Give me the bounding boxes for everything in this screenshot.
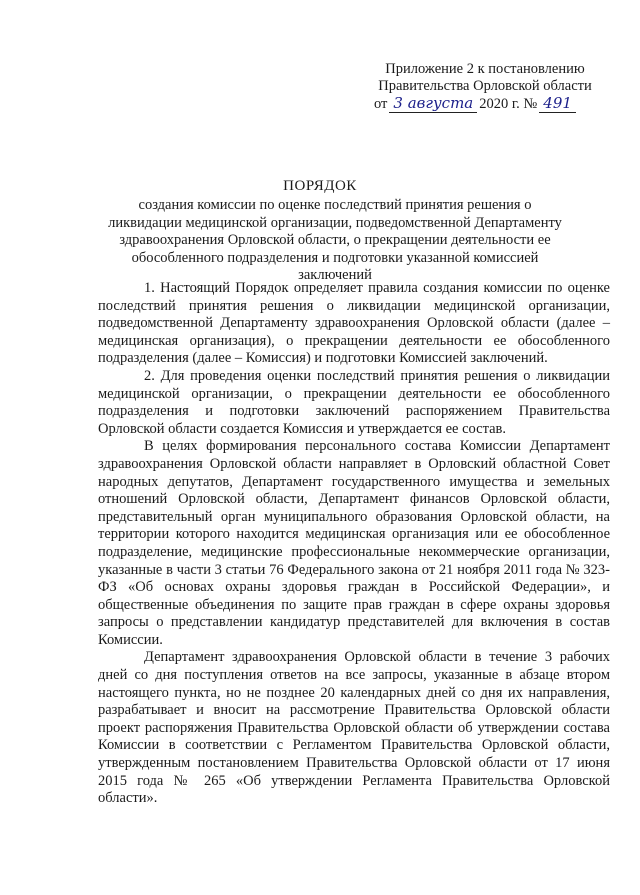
date-year: 2020 г. № — [479, 96, 538, 112]
appendix-line-1: Приложение 2 к постановлению — [385, 61, 585, 77]
appendix-date-line — [360, 95, 610, 113]
handwritten-date: 3 августа — [389, 94, 477, 113]
paragraph-4: Департамент здравоохранения Орловской области в течение 3 рабочих дней со дня поступления ответов на все запросы, указанные в абзаце втором настоящего пункта, но не позднее 20 календарных дней со дня их направления, разрабатывает и вносит на рассмотрение Правительства Орловской области проект распоряжения Правительства Орловской области об утверждении состава Комиссии в соответствии с Регламентом Правительства Орловской области, утвержденным постановлением Правительства Орловской области от 17 июня 2015 года № 265 «Об утверждении Регламента Правительства Орловской области». — [98, 649, 610, 807]
document-body — [98, 280, 610, 808]
paragraph-2: 2. Для проведения оценки последствий принятия решения о ликвидации медицинской организации, о прекращении деятельности ее обособленного подразделения и подготовки заключений распоряжением Правительства Орловской области создается Комиссия и утверждается ее состав. — [98, 367, 610, 437]
paragraph-3: В целях формирования персонального состава Комиссии Департамент здравоохранения Орловской области направляет в Орловский областной Совет народных депутатов, Департамент государственного имущества и земельных отношений Орловской области, Департамент финансов Орловской области, представительный орган муниципального образования Орловской области, на территории которого находится медицинская организация или ее обособленное подразделение, медицинские профессиональные некоммерческие организации, указанные в части 3 статьи 76 Федерального закона от 21 ноября 2011 года № 323-ФЗ «Об основах охраны здоровья граждан в Российской Федерации», и общественные объединения по защите прав граждан в сфере охраны здоровья запросы о представлении кандидатур представителей для включения в состав Комиссии. — [98, 438, 610, 648]
date-prefix: от — [374, 96, 388, 112]
document-subtitle: создания комиссии по оценке последствий принятия решения о ликвидации медицинской организации, подведомственной Департаменту здравоохранения Орловской области, о прекращении деятельности ее обособленного подразделения и подготовки указанной комиссией заключений — [108, 197, 562, 283]
appendix-header — [360, 61, 610, 113]
handwritten-number: 491 — [539, 94, 576, 113]
paragraph-1: 1. Настоящий Порядок определяет правила создания комиссии по оценке последствий принятия решения о ликвидации медицинской организации, подведомственной Департаменту здравоохранения Орловской области (далее – медицинская организация), о прекращении деятельности ее обособленного подразделения (далее – Комиссия) и подготовки Комиссией заключений. — [98, 280, 610, 367]
appendix-line-2: Правительства Орловской области — [378, 78, 592, 94]
document-title: ПОРЯДОК — [283, 178, 357, 194]
